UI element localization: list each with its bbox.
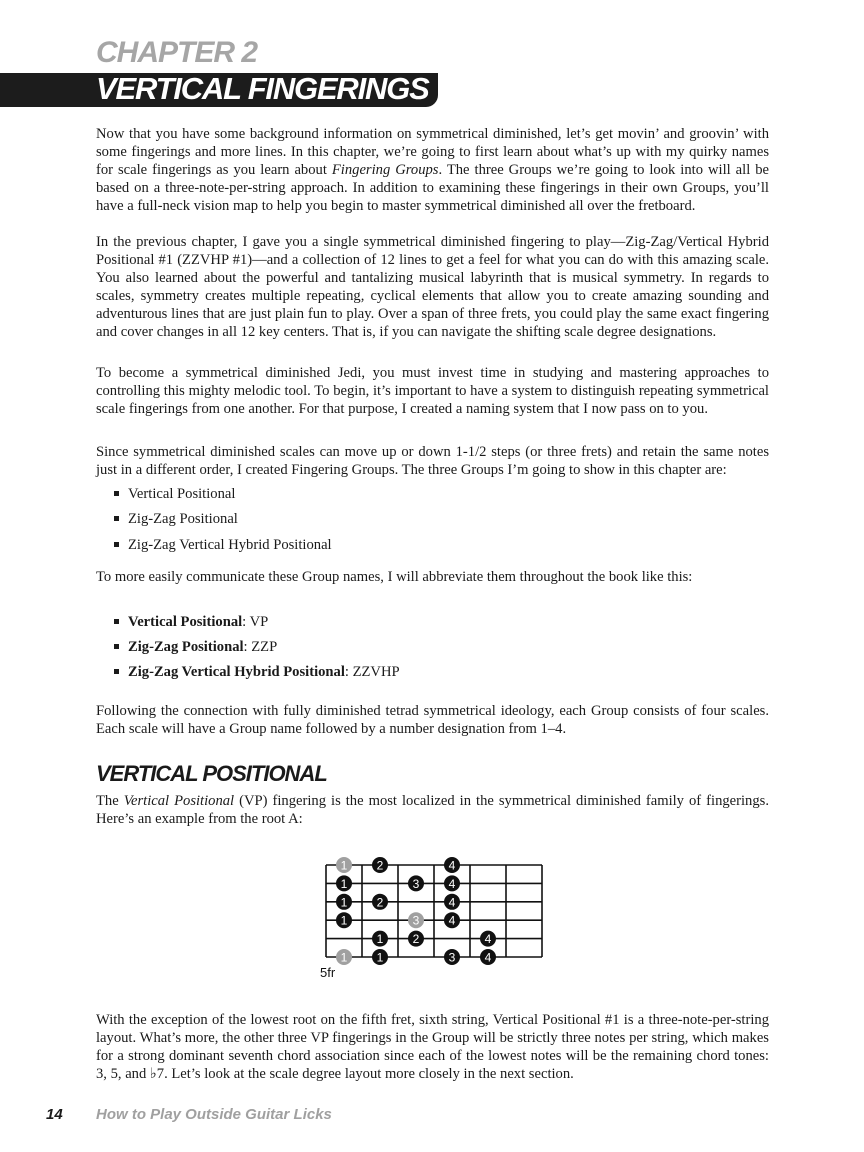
chapter-number: CHAPTER 2 [96,36,258,69]
text: The [96,793,124,809]
finger-number: 2 [376,858,384,873]
finger-number: 3 [412,913,420,928]
finger-number: 1 [340,858,348,873]
finger-number: 4 [448,858,456,873]
emphasis: Vertical Positional [123,793,235,809]
running-footer-title: How to Play Outside Guitar Licks [96,1106,332,1123]
finger-number: 4 [484,932,492,947]
finger-number: 4 [448,895,456,910]
term: Zig-Zag Positional [128,639,244,655]
paragraph-previous-chapter: In the previous chapter, I gave you a single symmetrical diminished fingering to play—Zig-Zag/Vertical Hybrid Positional #1 (ZZVHP #1)—and a collection of 12 lines to get a feel for what you can do with this amazing scale. You also learned about the powerful and tantalizing musical labyrinth that is musical symmetry. In regards to scales, symmetry creates multiple repeating, cyclical elements that allow you to create amazing sounding and adventurous lines that are just plain fun to play. Over a span of three frets, you could play the same exact fingering and cover changes in all 12 key centers. That is, if you can navigate the shifting scale degree designations. [96,234,769,340]
term: Zig-Zag Vertical Hybrid Positional [128,664,345,680]
list-item: Vertical Positional [128,486,236,502]
term: Vertical Positional [128,614,243,630]
finger-number: 2 [376,895,384,910]
text: Now that you have some background information on symmetrical diminished, let’s get movin’ and groovin’ with some fingerings and more lines. In this chapter, we’re going to first learn about what’s up with my quirky names for scale fingerings as you learn about [96,126,769,178]
list-item: Zig-Zag Vertical Hybrid Positional [128,537,332,553]
finger-number: 1 [340,895,348,910]
list-item: Zig-Zag Positional [128,511,238,527]
text: (VP) fingering is the most localized in the symmetrical diminished family of fingerings. Here’s an example from the root A: [96,793,769,827]
paragraph-groups: Since symmetrical diminished scales can move up or down 1-1/2 steps (or three frets) and retain the same notes just in a different order, I created Fingering Groups. The three Groups I’m going to show in this chapter are: [96,444,769,478]
section-heading: VERTICAL POSITIONAL [96,761,327,786]
page-number: 14 [46,1106,63,1123]
finger-number: 4 [484,950,492,965]
paragraph-exception: With the exception of the lowest root on the fifth fret, sixth string, Vertical Positional #1 is a three-note-per-string layout. What’s more, the other three VP fingerings in the Group will be strictly three notes per string, which makes for a strong dominant seventh chord association since each of the lowest notes will be the remaining chord tones: 3, 5, and ♭7. Let’s look at the scale degree layout more closely in the next section. [96,1012,769,1082]
fret-position-label: 5fr [320,965,336,980]
finger-number: 4 [448,913,456,928]
finger-number: 1 [376,950,384,965]
abbr: : ZZP [243,639,278,655]
finger-number: 3 [412,876,420,891]
finger-number: 1 [340,950,348,965]
finger-number: 2 [412,932,420,947]
paragraph-abbreviate: To more easily communicate these Group names, I will abbreviate them throughout the book like this: [96,569,693,585]
text: . The three Groups we’re going to look into will all be based on a three-note-per-string approach. In addition to examining these fingerings in their own Groups, you’ll have a full-neck vision map to help you begin to master symmetrical diminished all over the fretboard. [96,162,770,214]
chapter-title: VERTICAL FINGERINGS [96,71,429,106]
finger-number: 4 [448,876,456,891]
finger-number: 1 [376,932,384,947]
finger-number: 1 [340,913,348,928]
abbr: : VP [242,614,269,630]
finger-number: 3 [448,950,456,965]
emphasis: Fingering Groups [331,162,439,178]
paragraph-tetrad: Following the connection with fully diminished tetrad symmetrical ideology, each Group consists of four scales. Each scale will have a Group name followed by a number designation from 1–4. [96,703,769,737]
abbr: : ZZVHP [344,664,400,680]
paragraph-jedi: To become a symmetrical diminished Jedi, you must invest time in studying and mastering approaches to controlling this mighty melodic tool. To begin, it’s important to have a system to distinguish repeating symmetrical scale fingerings from one another. For that purpose, I created a naming system that I now pass on to you. [96,365,769,417]
finger-number: 1 [340,876,348,891]
